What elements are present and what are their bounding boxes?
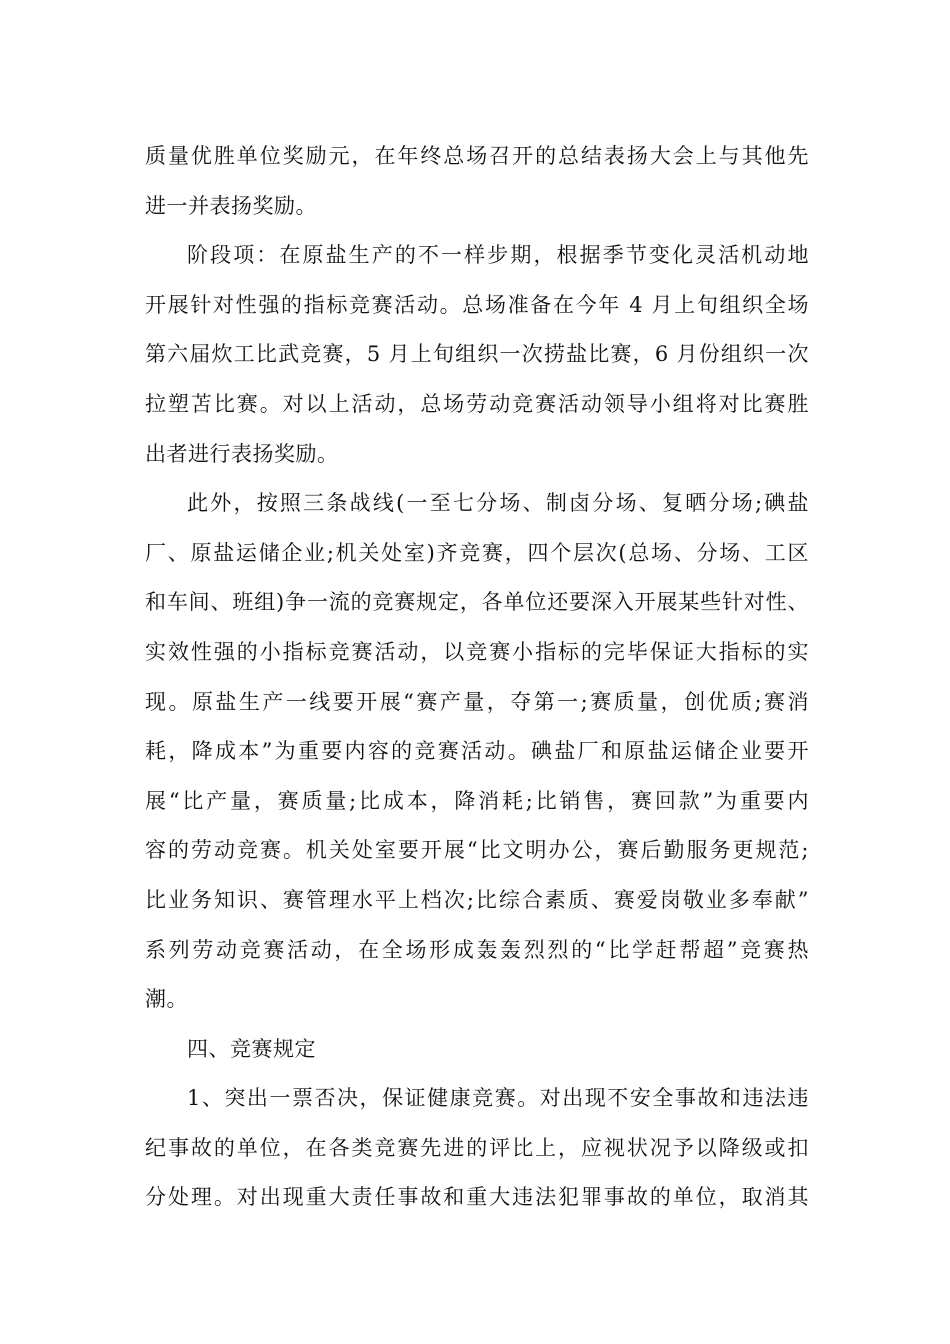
- text-line: 质量优胜单位奖励元，在年终总场召开的总结表扬大会上与其他先: [145, 144, 809, 168]
- text-line: 此外，按照三条战线(一至七分场、制卤分场、复晒分场;碘盐: [187, 491, 809, 516]
- text-line: 拉塑苫比赛。对以上活动，总场劳动竞赛活动领导小组将对比赛胜: [145, 391, 809, 416]
- text-line: 现。原盐生产一线要开展“赛产量，夺第一;赛质量，创优质;赛消: [145, 689, 809, 714]
- text-line: 容的劳动竞赛。机关处室要开展“比文明办公，赛后勤服务更规范;: [145, 838, 809, 863]
- text-line: 1、突出一票否决，保证健康竞赛。对出现不安全事故和违法违: [187, 1086, 809, 1111]
- text-line: 比业务知识、赛管理水平上档次;比综合素质、赛爱岗敬业多奉献”: [145, 887, 809, 912]
- text-line: 厂、原盐运储企业;机关处室)齐竞赛，四个层次(总场、分场、工区: [145, 540, 809, 565]
- text-line: 实效性强的小指标竞赛活动，以竞赛小指标的完毕保证大指标的实: [145, 639, 809, 664]
- text-line: 纪事故的单位，在各类竞赛先进的评比上，应视状况予以降级或扣: [145, 1135, 809, 1160]
- text-line: 展“比产量，赛质量;比成本，降消耗;比销售，赛回款”为重要内: [145, 788, 809, 813]
- text-line: 进一并表扬奖励。: [145, 193, 317, 218]
- text-line: 四、竞赛规定: [187, 1036, 316, 1061]
- text-line: 耗，降成本”为重要内容的竞赛活动。碘盐厂和原盐运储企业要开: [145, 739, 809, 764]
- text-line: 阶段项：在原盐生产的不一样步期，根据季节变化灵活机动地: [187, 243, 809, 268]
- text-line: 第六届炊工比武竞赛，5 月上旬组织一次捞盐比赛，6 月份组织一次: [145, 342, 809, 367]
- text-line: 和车间、班组)争一流的竞赛规定，各单位还要深入开展某些针对性、: [145, 590, 809, 615]
- text-line: 开展针对性强的指标竞赛活动。总场准备在今年 4 月上旬组织全场: [145, 292, 809, 317]
- text-line: 分处理。对出现重大责任事故和重大违法犯罪事故的单位，取消其: [145, 1185, 809, 1210]
- document-body: [145, 132, 809, 1223]
- text-line: 系列劳动竞赛活动，在全场形成轰轰烈烈的“比学赶帮超”竞赛热: [145, 937, 809, 962]
- text-line: 潮。: [145, 987, 188, 1012]
- text-line: 出者进行表扬奖励。: [145, 441, 339, 466]
